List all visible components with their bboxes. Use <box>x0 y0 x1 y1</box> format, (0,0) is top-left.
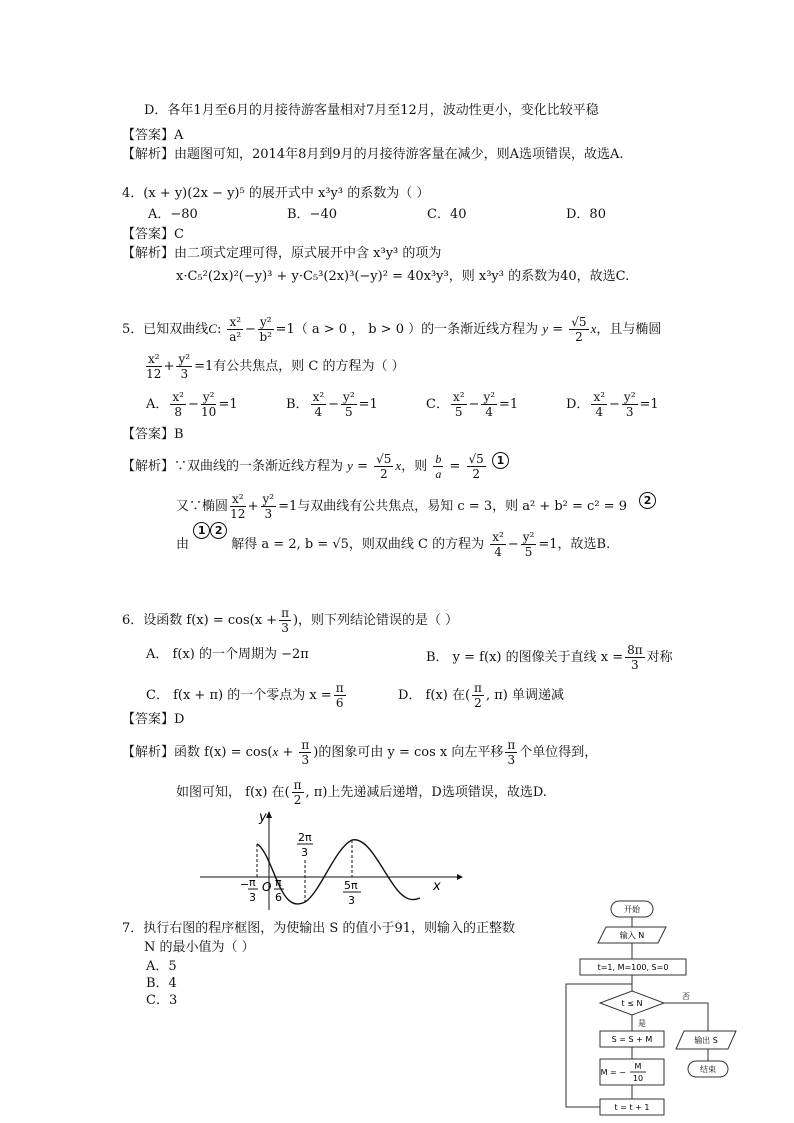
tick-label-3a: 3 <box>301 846 308 859</box>
tick-label-pi6: π <box>275 876 282 889</box>
q5-answer: 【答案】B <box>122 427 184 442</box>
q5-option-d: D． $\frac{\text{x²}}{4}$ − $\frac{\text{y²}}{3}$ =1 <box>566 390 659 419</box>
q5-option-b: B． $\frac{\text{x²}}{4}$ − $\frac{\text{y²}}{5}$ =1 <box>286 390 378 419</box>
q6-stem: 6．设函数 f(x) = cos(x + $\frac{\pi}{3}$ )，则下列结论错误的是（ ） <box>122 606 459 635</box>
q7-option-c: C．3 <box>146 993 178 1008</box>
graph-origin-label: O <box>262 880 272 894</box>
q5-stem-line1: 5．已知双曲线C: $\frac{\text{x²}}{\text{a²}}$ − $\frac{\text{y²}}{\text{b²}}$ =1（ a > 0 ， b > 0 ）的一条渐近线方程为 y = $\frac{√5}{2}$ x，且与椭圆 <box>122 315 662 344</box>
q4-option-b: B．−40 <box>287 207 337 222</box>
q6-answer: 【答案】D <box>122 712 185 727</box>
tick-label-6: 6 <box>275 891 282 904</box>
q6-option-c: C． f(x + π) 的一个零点为 x = $\frac{\pi}{6}$ <box>146 681 344 710</box>
circle-marker-2b: 2 <box>210 522 227 539</box>
q4-option-a: A．−80 <box>148 207 198 222</box>
tick-label-5pi: 5π <box>344 879 358 892</box>
cosine-graph <box>195 808 465 913</box>
tick-label-3b: 3 <box>249 891 256 904</box>
q4-analysis: 【解析】由二项式定理可得，原式展开中含 x³y³ 的项为 <box>122 246 442 261</box>
q6-option-a: A． f(x) 的一个周期为 −2π <box>146 647 309 662</box>
q5-analysis-1: 【解析】∵双曲线的一条渐近线方程为 y = $\frac{√5}{2}$ x，则 $\frac{b}{a}$ = $\frac{√5}{2}$ 1 <box>122 452 509 481</box>
tick-label-neg: − <box>240 878 250 891</box>
q3-answer: 【答案】A <box>122 128 184 143</box>
flow-output: 输出 S <box>694 1036 718 1045</box>
flow-step-m: M = − <box>600 1068 626 1077</box>
q6-option-d: D． f(x) 在( $\frac{\pi}{2}$ , π) 单调递减 <box>398 681 564 710</box>
circle-marker-1b: 1 <box>193 522 210 539</box>
flowchart <box>556 896 746 1118</box>
flow-step-m-num: M <box>634 1062 642 1071</box>
q4-answer: 【答案】C <box>122 227 184 242</box>
q4-option-d: D．80 <box>566 207 606 222</box>
q5-option-c: C． $\frac{\text{x²}}{5}$ − $\frac{\text{y²}}{4}$ =1 <box>426 390 519 419</box>
flow-cond: t ≤ N <box>621 999 643 1008</box>
q5-analysis-2: 又∵椭圆 $\frac{\text{x²}}{12}$ + $\frac{\text{y²}}{3}$ =1与双曲线有公共焦点，易知 c = 3，则 a² + b² = c² = 9 2 <box>176 492 656 521</box>
q6-analysis-2: 如图可知， f(x) 在( $\frac{\pi}{2}$ , π)上先递减后递增，D选项错误，故选D. <box>176 778 547 807</box>
q3-option-d: D．各年1月至6月的月接待游客量相对7月至12月，波动性更小，变化比较平稳 <box>144 103 599 118</box>
flow-step-t: t = t + 1 <box>614 1103 650 1112</box>
tick-label-3c: 3 <box>348 894 355 907</box>
flow-end: 结束 <box>700 1065 716 1074</box>
q5-stem-line2: $\frac{\text{x²}}{12}$ + $\frac{\text{y²}}{3}$ =1有公共焦点，则 C 的方程为（ ） <box>146 352 405 381</box>
q5-option-a: A． $\frac{\text{x²}}{8}$ − $\frac{\text{y²}}{10}$ =1 <box>146 390 238 419</box>
circle-marker-2: 2 <box>639 492 656 509</box>
tick-label-2pi: 2π <box>298 831 312 844</box>
flow-start: 开始 <box>624 905 640 914</box>
q7-option-b: B．4 <box>146 976 177 991</box>
q6-option-b: B． y = f(x) 的图像关于直线 x = $\frac{8\pi}{3}$ 对称 <box>426 643 673 672</box>
flow-yes: 是 <box>638 1019 646 1028</box>
flow-step-m-den: 10 <box>632 1074 644 1083</box>
q4-formula: x·C₅²(2x)²(−y)³ + y·C₅³(2x)³(−y)² = 40x³y³，则 x³y³ 的系数为40，故选C. <box>176 269 630 284</box>
flow-step-s: S = S + M <box>611 1035 653 1044</box>
flow-no: 否 <box>682 992 690 1001</box>
graph-x-label: x <box>433 879 441 894</box>
flow-input: 输入 N <box>619 931 645 940</box>
q7-stem-1: 7．执行右图的程序框图，为使输出 S 的值小于91，则输入的正整数 <box>122 921 515 936</box>
flow-init: t=1, M=100, S=0 <box>597 963 669 972</box>
tick-label-pi-neg: π <box>249 876 256 889</box>
q4-option-c: C．40 <box>427 207 467 222</box>
q6-analysis-1: 【解析】函数 f(x) = cos(x + $\frac{\pi}{3}$ )的图象可由 y = cos x 向左平移 $\frac{\pi}{3}$ 个单位得到， <box>122 738 598 767</box>
q4-stem: 4．(x + y)(2x − y)⁵ 的展开式中 x³y³ 的系数为（ ） <box>122 186 430 201</box>
q3-analysis: 【解析】由题图可知，2014年8月到9月的月接待游客量在减少，则A选项错误，故选A. <box>122 147 624 162</box>
q7-stem-2: N 的最小值为（ ） <box>144 940 255 955</box>
q7-option-a: A．5 <box>146 959 177 974</box>
graph-y-label: y <box>259 810 267 825</box>
circle-marker-1: 1 <box>492 452 509 469</box>
q5-analysis-3: 由 1 2 解得 a = 2, b = √5，则双曲线 C 的方程为 $\frac{\text{x²}}{4}$ − $\frac{\text{y²}}{5}$ =1，故选B. <box>176 524 611 559</box>
